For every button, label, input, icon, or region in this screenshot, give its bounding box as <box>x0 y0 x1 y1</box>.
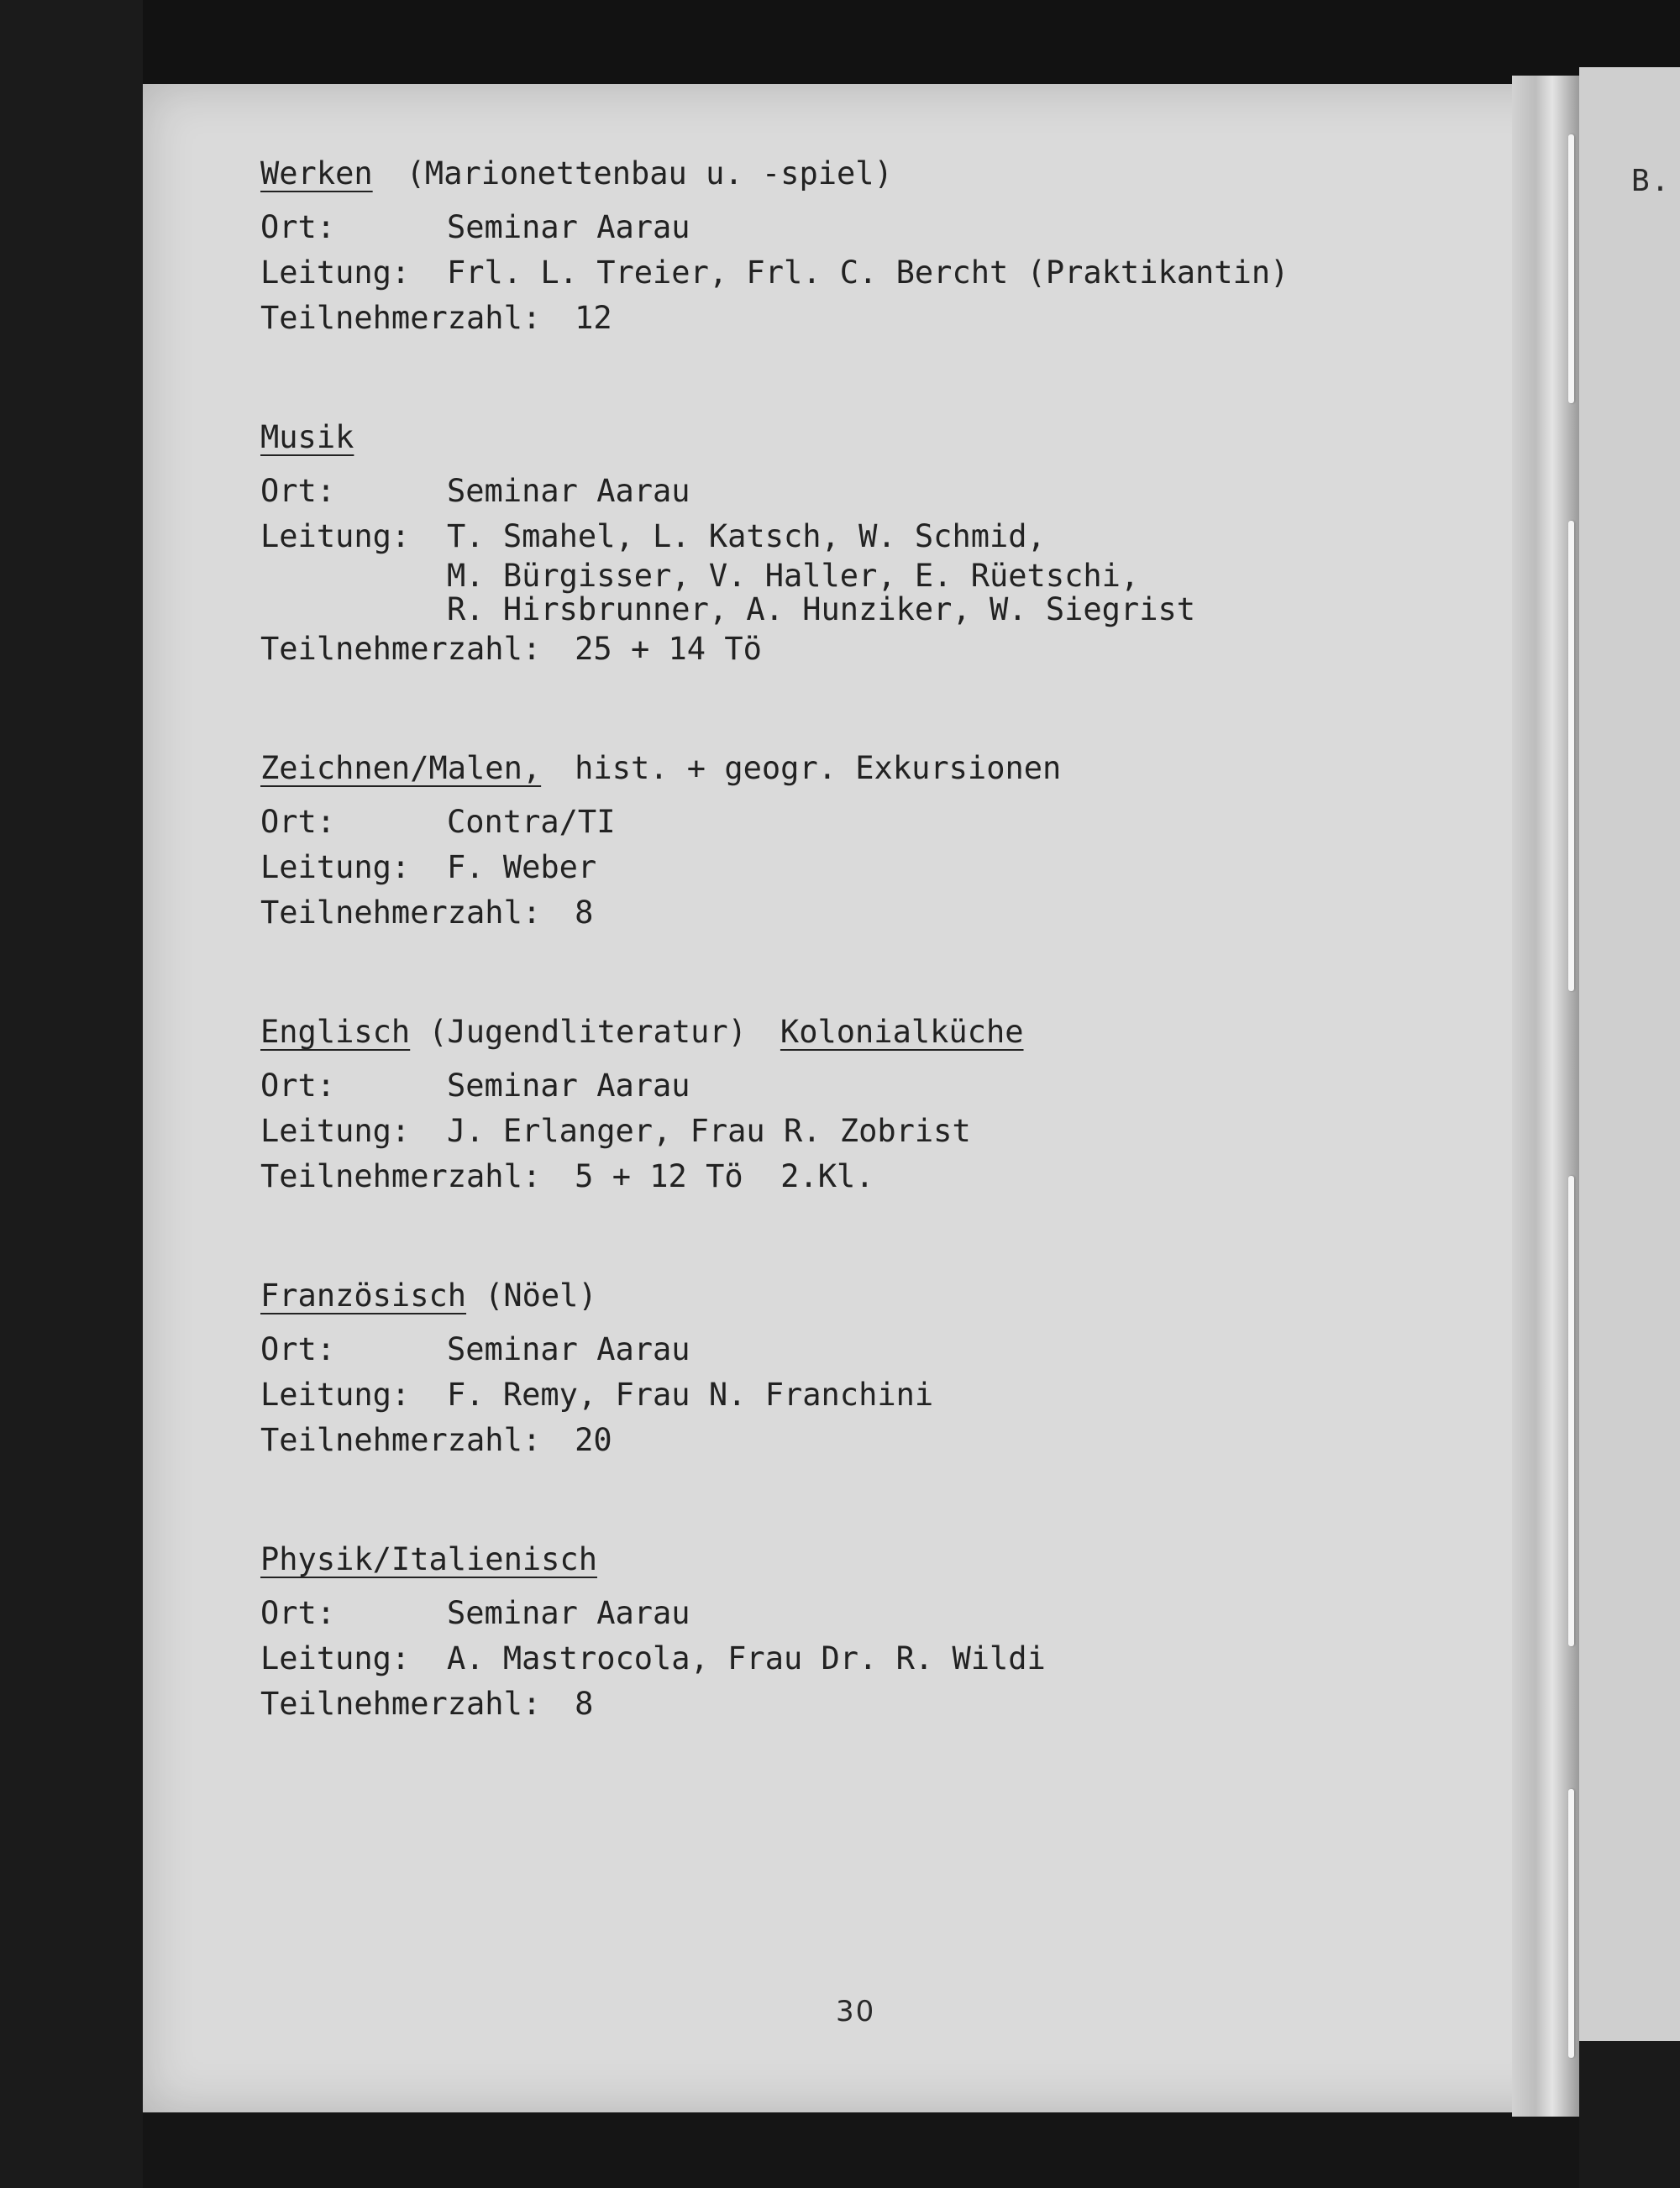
scan-background-top <box>0 0 1680 84</box>
ort-label: Ort: <box>260 1595 336 1631</box>
leitung-row <box>260 1636 1403 1682</box>
teilnehmer-label: Teilnehmerzahl: <box>260 895 542 931</box>
leitung-value <box>447 514 1195 627</box>
section-englisch <box>260 1010 1403 1199</box>
leitung-line: R. Hirsbrunner, A. Hunziker, W. Siegrist <box>447 591 1196 627</box>
teilnehmer-row <box>260 1418 1403 1463</box>
leitung-line: T. Smahel, L. Katsch, W. Schmid, <box>447 518 1046 554</box>
ort-value: Seminar Aarau <box>447 1331 690 1367</box>
leitung-label: Leitung: <box>260 849 411 885</box>
ort-value: Contra/TI <box>447 804 616 840</box>
next-page-edge <box>1579 67 1680 2142</box>
ort-value: Seminar Aarau <box>447 209 690 245</box>
teilnehmer-row <box>260 296 1403 341</box>
teilnehmer-row <box>260 1682 1403 1727</box>
leitung-row <box>260 845 1403 890</box>
section-heading-line <box>260 151 1403 197</box>
binding-stitch <box>1568 521 1574 991</box>
section-heading-line <box>260 415 1403 460</box>
leitung-value: F. Remy, Frau N. Franchini <box>447 1377 934 1413</box>
leitung-value: J. Erlanger, Frau R. Zobrist <box>447 1113 971 1149</box>
section-heading-secondary: Kolonialküche <box>780 1014 1024 1050</box>
section-werken <box>260 151 1403 341</box>
leitung-row <box>260 1109 1403 1154</box>
ort-label: Ort: <box>260 1068 336 1104</box>
leitung-value: Frl. L. Treier, Frl. C. Bercht (Praktikantin) <box>447 254 1289 291</box>
teilnehmer-row <box>260 1154 1403 1199</box>
leitung-line: M. Bürgisser, V. Haller, E. Rüetschi, <box>447 558 1140 594</box>
teilnehmer-label: Teilnehmerzahl: <box>260 1422 542 1458</box>
section-subtitle: (Jugendliteratur) <box>428 1014 747 1050</box>
leitung-row <box>260 250 1403 296</box>
ort-value: Seminar Aarau <box>447 1595 690 1631</box>
section-musik <box>260 415 1403 672</box>
teilnehmer-label: Teilnehmerzahl: <box>260 1686 542 1722</box>
ort-value: Seminar Aarau <box>447 1068 690 1104</box>
leitung-label: Leitung: <box>260 1377 411 1413</box>
teilnehmer-row <box>260 627 1403 672</box>
ort-label: Ort: <box>260 209 336 245</box>
ort-value: Seminar Aarau <box>447 473 690 509</box>
binding-stitch <box>1568 1176 1574 1646</box>
section-heading: Physik/Italienisch <box>260 1541 597 1577</box>
leitung-label: Leitung: <box>260 254 411 291</box>
teilnehmer-value: 12 <box>575 300 612 336</box>
teilnehmer-value: 8 <box>575 1686 594 1722</box>
teilnehmer-label: Teilnehmerzahl: <box>260 1158 542 1194</box>
section-heading-line <box>260 1537 1403 1582</box>
section-franzoesisch <box>260 1273 1403 1463</box>
section-physik-italienisch <box>260 1537 1403 1727</box>
ort-label: Ort: <box>260 1331 336 1367</box>
ort-label: Ort: <box>260 804 336 840</box>
teilnehmer-label: Teilnehmerzahl: <box>260 300 542 336</box>
leitung-value: F. Weber <box>447 849 597 885</box>
leitung-label: Leitung: <box>260 1113 411 1149</box>
section-subtitle: (Marionettenbau u. -spiel) <box>406 155 893 192</box>
scan-background-left <box>0 0 143 2188</box>
leitung-row <box>260 1372 1403 1418</box>
ort-row <box>260 800 1403 845</box>
ort-row <box>260 469 1403 514</box>
section-heading: Französisch <box>260 1278 467 1314</box>
section-heading-line <box>260 1010 1403 1055</box>
page-number: 30 <box>836 1995 876 2028</box>
binding-stitch <box>1568 1789 1574 2058</box>
leitung-row <box>260 514 1403 627</box>
section-heading: Zeichnen/Malen, <box>260 750 542 786</box>
teilnehmer-label: Teilnehmerzahl: <box>260 631 542 667</box>
leitung-label: Leitung: <box>260 1640 411 1676</box>
ort-row <box>260 205 1403 250</box>
ort-label: Ort: <box>260 473 336 509</box>
section-heading-line <box>260 1273 1403 1319</box>
section-heading: Musik <box>260 419 354 455</box>
teilnehmer-row <box>260 890 1403 936</box>
ort-row <box>260 1591 1403 1636</box>
section-heading-line <box>260 746 1403 791</box>
section-zeichnen-malen <box>260 746 1403 936</box>
section-subtitle: hist. + geogr. Exkursionen <box>575 750 1062 786</box>
teilnehmer-value: 8 <box>575 895 594 931</box>
leitung-label: Leitung: <box>260 518 411 554</box>
binding-stitch <box>1568 134 1574 403</box>
section-heading: Englisch <box>260 1014 411 1050</box>
teilnehmer-value: 20 <box>575 1422 612 1458</box>
section-subtitle: (Nöel) <box>485 1278 597 1314</box>
ort-row <box>260 1327 1403 1372</box>
page-content <box>260 151 1403 1801</box>
teilnehmer-value: 25 + 14 Tö <box>575 631 762 667</box>
section-heading: Werken <box>260 155 373 192</box>
leitung-value: A. Mastrocola, Frau Dr. R. Wildi <box>447 1640 1046 1676</box>
scan-background-bottom-right <box>1579 2041 1680 2188</box>
next-page-fragment: B. <box>1631 164 1672 198</box>
teilnehmer-value: 5 + 12 Tö 2.Kl. <box>575 1158 874 1194</box>
ort-row <box>260 1063 1403 1109</box>
